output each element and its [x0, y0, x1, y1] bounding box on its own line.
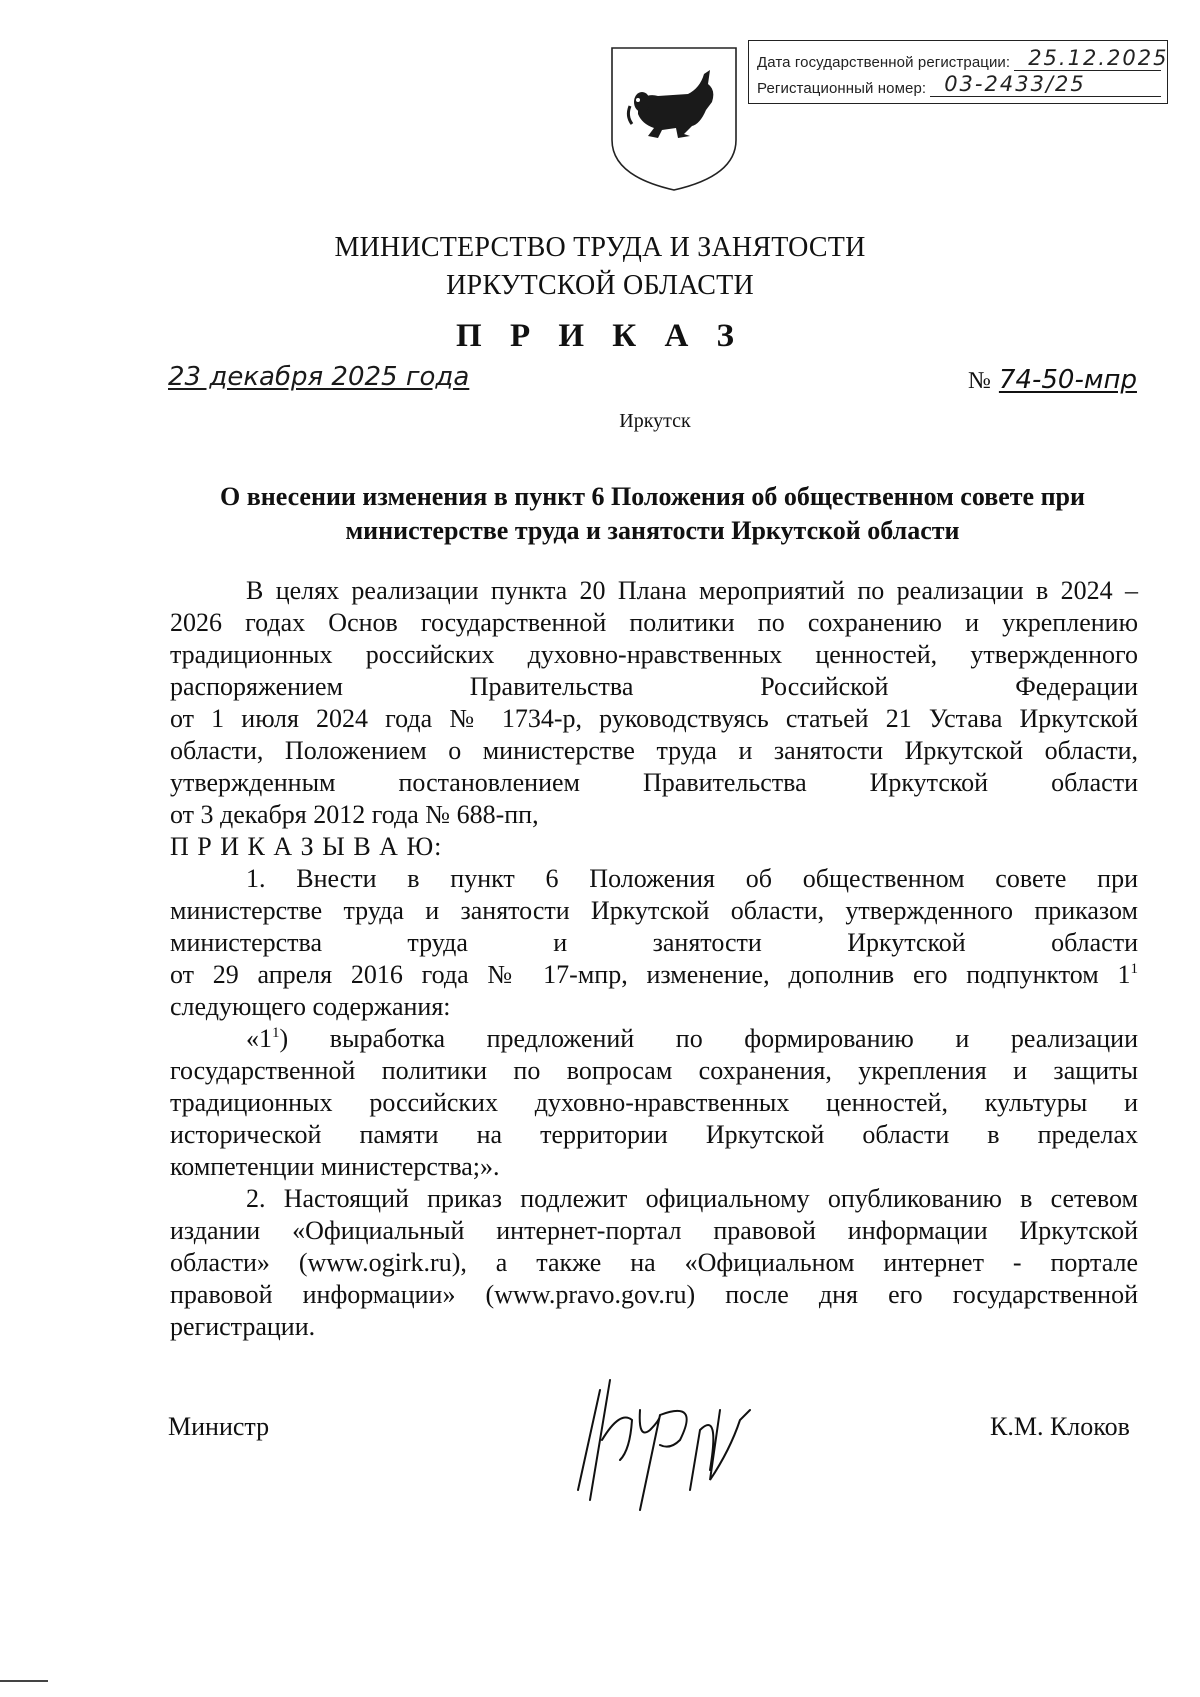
handwritten-signature	[560, 1370, 770, 1520]
ministry-name-line-1: МИНИСТЕРСТВО ТРУДА И ЗАНЯТОСТИ	[334, 232, 866, 263]
body-line: 2026 годах Основ государственной политики по сохранению и укреплению	[170, 608, 1138, 637]
order-date-handwritten: 23 декабря 2025 года	[168, 362, 470, 392]
body-line-with-superscript	[170, 1023, 1138, 1055]
body-line-with-superscript	[170, 959, 1138, 991]
body-line: следующего содержания:	[170, 992, 451, 1021]
registration-date-value: 25.12.2025	[1028, 46, 1169, 70]
registration-date-field	[1014, 46, 1169, 71]
body-line: правовой информации» (www.pravo.gov.ru) после дня его государственной	[170, 1280, 1138, 1309]
ministry-name-line-2: ИРКУТСКОЙ ОБЛАСТИ	[446, 270, 754, 301]
registration-number-field	[930, 74, 1161, 97]
body-line-text: «1	[246, 1024, 272, 1053]
subclause-paragraph	[170, 1023, 1138, 1183]
body-line: министерстве труда и занятости Иркутской области, утвержденного приказом	[170, 896, 1138, 925]
body-line: области, Положением о министерстве труда и занятости Иркутской области,	[170, 736, 1138, 765]
body-line: компетенции министерства;».	[170, 1152, 500, 1181]
body-line: традиционных российских духовно-нравственных ценностей, культуры и	[170, 1088, 1138, 1117]
registration-stamp	[748, 40, 1168, 104]
order-number-label: №	[968, 368, 991, 394]
document-type-heading: П Р И К А З	[456, 318, 744, 354]
registration-number-value: 03-2433/25	[944, 72, 1086, 96]
body-line: государственной политики по вопросам сохранения, укрепления и защиты	[170, 1056, 1138, 1085]
body-line-text: от 29 апреля 2016 года № 17-мпр, изменение, дополнив его подпунктом 1	[170, 960, 1131, 989]
body-line: издании «Официальный интернет-портал правовой информации Иркутской	[170, 1216, 1138, 1245]
body-line: от 1 июля 2024 года № 1734-р, руководствуясь статьей 21 Устава Иркутской	[170, 704, 1138, 733]
body-line: В целях реализации пункта 20 Плана мероприятий по реализации в 2024 –	[246, 576, 1138, 605]
body-line: распоряжением Правительства Российской Федерации	[170, 672, 1138, 701]
order-word: П Р И К А З Ы В А Ю:	[170, 832, 443, 861]
superscript: 1	[1130, 961, 1138, 977]
body-line: утвержденным постановлением Правительства Иркутской области	[170, 768, 1138, 797]
document-body	[170, 575, 1138, 1343]
superscript: 1	[272, 1025, 280, 1041]
body-line: области» (www.ogirk.ru), а также на «Официальном интернет - портале	[170, 1248, 1138, 1277]
body-line: исторической памяти на территории Иркутской области в пределах	[170, 1120, 1138, 1149]
coat-of-arms-emblem	[608, 44, 740, 194]
preamble-paragraph	[170, 575, 1138, 831]
registration-date-label: Дата государственной регистрации:	[757, 54, 1011, 71]
body-line: традиционных российских духовно-нравственных ценностей, утвержденного	[170, 640, 1138, 669]
document-title	[160, 480, 1145, 548]
document-title-line-2: министерстве труда и занятости Иркутской области	[345, 516, 960, 545]
body-line: регистрации.	[170, 1312, 316, 1341]
scan-edge-mark	[0, 1680, 48, 1682]
order-number	[968, 365, 1137, 395]
clause-1-paragraph	[170, 863, 1138, 1023]
body-line: от 3 декабря 2012 года № 688-пп,	[170, 800, 539, 829]
registration-number-label: Регистационный номер:	[757, 80, 927, 97]
city-name: Иркутск	[619, 410, 691, 432]
document-title-line-1: О внесении изменения в пункт 6 Положения об общественном совете при	[219, 482, 1086, 511]
signer-name: К.М. Клоков	[990, 1412, 1130, 1441]
body-line: 2. Настоящий приказ подлежит официальному опубликованию в сетевом	[246, 1184, 1138, 1213]
body-line: министерства труда и занятости Иркутской области	[170, 928, 1138, 957]
clause-2-paragraph	[170, 1183, 1138, 1343]
body-line: 1. Внести в пункт 6 Положения об общественном совете при	[246, 864, 1138, 893]
order-number-handwritten: 74-50-мпр	[998, 365, 1137, 395]
body-line-text: ) выработка предложений по формированию и реализации	[279, 1024, 1138, 1053]
signer-position: Министр	[168, 1412, 270, 1441]
